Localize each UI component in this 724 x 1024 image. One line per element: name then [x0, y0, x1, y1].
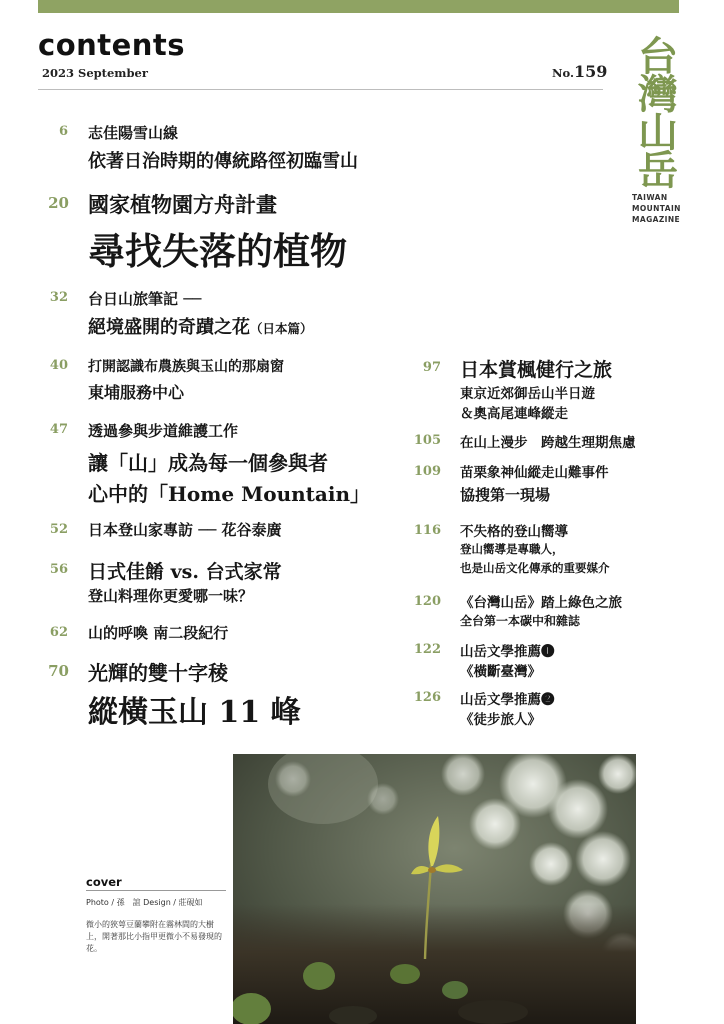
- toc-item-title[interactable]: 《徒步旅人》: [460, 712, 541, 728]
- toc-page-number: 56: [49, 562, 68, 577]
- toc-page-number: 120: [413, 594, 441, 609]
- toc-item-title[interactable]: 協搜第一現場: [460, 486, 551, 504]
- toc-item-title[interactable]: [88, 313, 313, 339]
- toc-page-number: 116: [413, 523, 441, 538]
- page-title: contents: [38, 28, 186, 62]
- toc-item-title[interactable]: 《橫斷臺灣》: [460, 664, 541, 680]
- toc-page-number: 109: [413, 464, 441, 479]
- toc-page-number: 126: [413, 690, 441, 705]
- cover-label: cover: [86, 875, 122, 889]
- toc-item-title[interactable]: 登山嚮導是專職人，: [460, 542, 564, 556]
- issue-date: 2023 September: [42, 66, 148, 80]
- toc-page-number: 105: [413, 433, 441, 448]
- logo-char-1: 台: [638, 34, 678, 80]
- toc-item-title[interactable]: 讓「山」成為每一個參與者: [88, 451, 328, 475]
- logo-char-2: 灣: [638, 72, 678, 118]
- magazine-logo: [628, 34, 688, 225]
- toc-item-title[interactable]: 也是山岳文化傳承的重要媒介: [460, 561, 610, 575]
- cover-credit: Photo / 孫 誼 Design / 莊硯如: [86, 898, 203, 907]
- cover-caption: 微小的狹萼豆蘭攀附在霧林間的大樹上，開著那比小指甲更微小不易發現的花。: [86, 920, 222, 953]
- toc-item-title[interactable]: 透過參與步道維護工作: [88, 422, 239, 440]
- toc-item-title[interactable]: 苗栗象神仙縱走山難事件: [460, 465, 609, 481]
- toc-item-title[interactable]: 山岳文學推薦❷: [460, 692, 555, 708]
- toc-page-number: 20: [48, 194, 69, 212]
- toc-item-title[interactable]: 志佳陽雪山線: [88, 124, 179, 142]
- issue-number: [552, 62, 607, 81]
- toc-item-title[interactable]: 光輝的雙十字稜: [88, 661, 228, 685]
- toc-item-title[interactable]: 台日山旅筆記 ──: [88, 290, 202, 308]
- toc-item-title[interactable]: 全台第一本碳中和雜誌: [460, 614, 581, 628]
- logo-char-3: 山: [638, 110, 678, 156]
- toc-item-title[interactable]: 東京近郊御岳山半日遊: [460, 386, 595, 402]
- top-accent-bar: [38, 0, 679, 13]
- header-divider: [38, 89, 603, 90]
- toc-page-number: 70: [48, 662, 69, 680]
- toc-item-title[interactable]: 日本登山家專訪 ── 花谷泰廣: [88, 521, 282, 539]
- logo-en-line-3: MAGAZINE: [632, 215, 681, 224]
- cover-divider: [86, 890, 226, 891]
- toc-item-title[interactable]: 日式佳餚 vs. 台式家常: [88, 561, 282, 583]
- toc-item-title[interactable]: 東埔服務中心: [88, 383, 185, 402]
- toc-item-title[interactable]: 不失格的登山嚮導: [460, 524, 568, 540]
- toc-page-number: 40: [49, 358, 68, 373]
- toc-page-number: 52: [49, 522, 68, 537]
- toc-page-number: 6: [58, 124, 68, 139]
- toc-item-note: （日本篇）: [250, 321, 313, 336]
- toc-item-title[interactable]: 心中的「Home Mountain」: [88, 482, 370, 506]
- toc-item-title[interactable]: 山的呼喚 南二段紀行: [88, 624, 229, 642]
- toc-page-number: 47: [49, 422, 68, 437]
- toc-page-number: 62: [49, 625, 68, 640]
- logo-en-line-1: TAIWAN: [632, 193, 668, 202]
- toc-page-number: 122: [413, 642, 441, 657]
- toc-item-title[interactable]: 《台灣山岳》踏上綠色之旅: [460, 595, 622, 611]
- logo-char-4: 岳: [638, 148, 678, 194]
- logo-en-line-2: MOUNTAIN: [632, 204, 681, 213]
- toc-page-number: 97: [422, 360, 441, 375]
- toc-item-title[interactable]: 打開認識布農族與玉山的那扇窗: [88, 359, 284, 375]
- toc-item-title[interactable]: 國家植物園方舟計畫: [88, 192, 277, 217]
- toc-item-title[interactable]: 日本賞楓健行之旅: [460, 359, 613, 381]
- toc-item-title[interactable]: 在山上漫步 跨越生理期焦慮: [460, 435, 636, 451]
- issue-value: 159: [573, 62, 608, 81]
- toc-item-title[interactable]: ＆奧高尾連峰縱走: [460, 406, 568, 422]
- issue-prefix: No.: [552, 66, 574, 80]
- toc-item-title[interactable]: 依著日治時期的傳統路徑初臨雪山: [88, 151, 358, 172]
- cover-photo: [233, 754, 636, 1024]
- toc-item-title-main: 絕境盛開的奇蹟之花: [88, 317, 250, 338]
- toc-item-title[interactable]: 尋找失落的植物: [88, 229, 347, 273]
- toc-page-number: 32: [49, 290, 68, 305]
- toc-item-title[interactable]: 山岳文學推薦❶: [460, 644, 555, 660]
- toc-item-title[interactable]: 縱橫玉山 11 峰: [88, 695, 301, 730]
- toc-item-title[interactable]: 登山料理你更愛哪一味？: [88, 587, 254, 605]
